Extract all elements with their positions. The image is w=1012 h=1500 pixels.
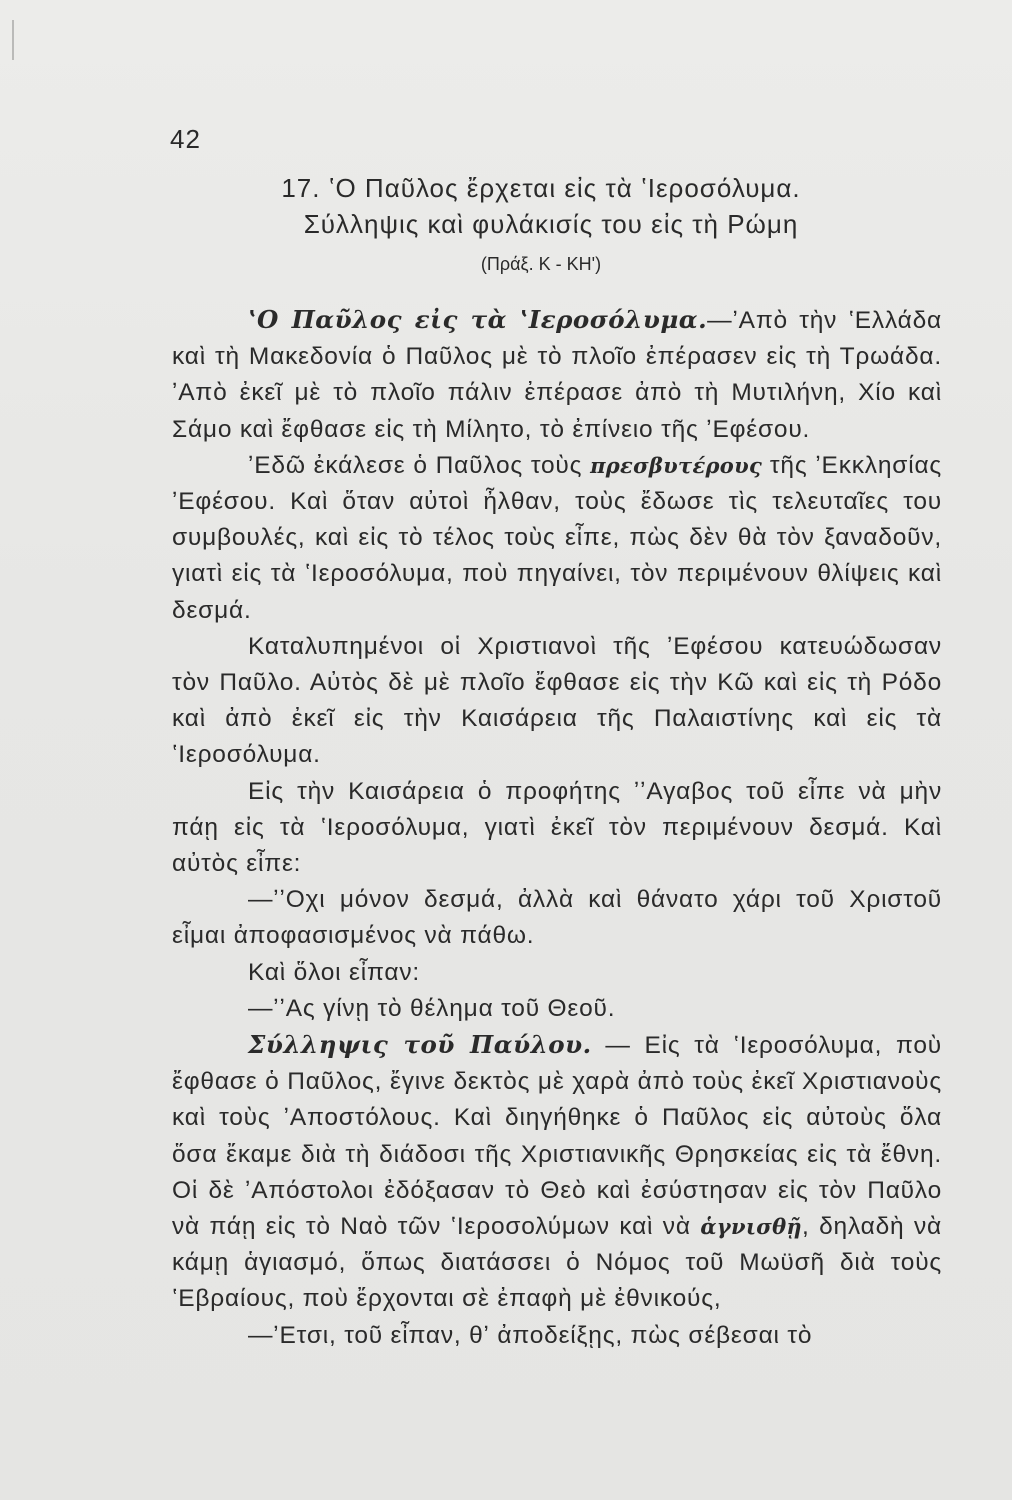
chapter-title-line1: 17. ʽΟ Παῦλος ἔρχεται εἰς τὰ ʽΙεροσόλυμα. bbox=[281, 173, 801, 203]
page-number: 42 bbox=[170, 124, 201, 154]
chapter-title bbox=[0, 170, 1012, 242]
emphasis-presbyterous: πρεσβυτέρους bbox=[590, 452, 763, 478]
paragraph-6 bbox=[172, 1027, 942, 1318]
body-text bbox=[172, 302, 942, 1354]
paragraph-3: Καταλυπημένοι οἱ Χριστιανοὶ τῆς ʼΕφέσου κατευώδωσαν τὸν Παῦλο. Αὐτὸς δὲ μὲ πλοῖο ἔφθασε εἰς τὴν Κῶ καὶ εἰς τὴ Ρόδο καὶ ἀπὸ ἐκεῖ εἰς τὴν Καισάρεια τῆς Παλαιστίνης καὶ εἰς τὰ ʽΙεροσόλυμα. bbox=[172, 632, 942, 769]
paragraph-1 bbox=[172, 302, 942, 448]
paragraph-1-text: —ʼΑπὸ τὴν ʽΕλλάδα καὶ τὴ Μακεδονία ὁ Παῦλος μὲ τὸ πλοῖο ἐπέρασεν εἰς τὴ Τρωάδα. ʼΑπὸ ἐκεῖ μὲ τὸ πλοῖο πάλιν ἐπέρασε ἀπὸ τὴ Μυτιλήνη, Χίο καὶ Σάμο καὶ ἔφθασε εἰς τὴ Μίλητο, τὸ ἐπίνειο τῆς ʼΕφέσου. bbox=[172, 307, 942, 443]
paragraph-2-before: ʼΕδῶ ἐκάλεσε ὁ Παῦλος τοὺς bbox=[248, 451, 591, 479]
paragraph-2-after: τῆς ʼΕκκλησίας ʼΕφέσου. Καὶ ὅταν αὐτοὶ ἦλθαν, τοὺς ἔδωσε τὶς τελευταῖες του συμβουλές, καὶ εἰς τὸ τέλος τοὺς εἶπε, πὼς δὲν θὰ τὸν ξαναδοῦν, γιατὶ εἰς τὰ ʽΙεροσόλυμα, ποὺ πηγαίνει, τὸν περιμένουν θλίψεις καὶ δεσμά. bbox=[172, 451, 943, 624]
paragraph-5: Καὶ ὅλοι εἶπαν: bbox=[248, 958, 420, 986]
dialogue-3: —ʼΕτσι, τοῦ εἶπαν, θʼ ἀποδείξῃς, πὼς σέβεσαι τὸ bbox=[248, 1321, 813, 1349]
scan-edge-mark bbox=[12, 20, 14, 60]
paragraph-6-before: — Εἰς τὰ ʽΙεροσόλυμα, ποὺ ἔφθασε ὁ Παῦλος, ἔγινε δεκτὸς μὲ χαρὰ ἀπὸ τοὺς ἐκεῖ Χριστιανοὺς καὶ τοὺς ʼΑποστόλους. Καὶ διηγήθηκε ὁ Παῦλος εἰς αὐτοὺς ὅλα ὅσα ἔκαμε διὰ τὴ διάδοσι τῆς Χριστιανικῆς Θρησκείας εἰς τὰ ἔθνη. Οἱ δὲ ʼΑπόστολοι ἐδόξασαν τὸ Θεὸ καὶ ἐσύστησαν εἰς τὸν Παῦλο νὰ πάῃ εἰς τὸ Ναὸ τῶν ʽΙεροσολύμων καὶ νὰ bbox=[172, 1032, 943, 1241]
chapter-reference: (Πράξ. Κ - ΚΗʹ) bbox=[480, 254, 602, 274]
run-in-heading-1: ʽΟ Παῦλος εἰς τὰ ʽΙεροσόλυμα. bbox=[248, 305, 708, 334]
run-in-heading-2: Σύλληψις τοῦ Παύλου. bbox=[248, 1030, 592, 1060]
paragraph-4: Εἰς τὴν Καισάρεια ὁ προφήτης ʼʼΑγαβος τοῦ εἶπε νὰ μὴν πάῃ εἰς τὰ ʽΙεροσόλυμα, γιατὶ ἐκεῖ τὸν περιμένουν δεσμά. Καὶ αὐτὸς εἶπε: bbox=[172, 777, 942, 878]
paragraph-6-after: , δηλαδὴ νὰ κάμῃ ἁγιασμό, ὅπως διατάσσει ὁ Νόμος τοῦ Μωϋσῆ διὰ τοὺς ʽΕβραίους, ποὺ ἔρχονται σὲ ἐπαφὴ μὲ ἐθνικούς, bbox=[172, 1213, 942, 1313]
emphasis-agnisthe: ἁγνισθῇ bbox=[700, 1214, 802, 1240]
dialogue-1: —ʼʼΟχι μόνον δεσμά, ἀλλὰ καὶ θάνατο χάρι τοῦ Χριστοῦ εἶμαι ἀποφασισμένος νὰ πάθω. bbox=[172, 886, 942, 950]
paragraph-2 bbox=[172, 448, 942, 629]
dialogue-2: —ʼʼΑς γίνῃ τὸ θέλημα τοῦ Θεοῦ. bbox=[248, 994, 616, 1022]
chapter-title-line2: Σύλληψις καὶ φυλάκισίς του εἰς τὴ Ρώμη bbox=[303, 209, 799, 239]
